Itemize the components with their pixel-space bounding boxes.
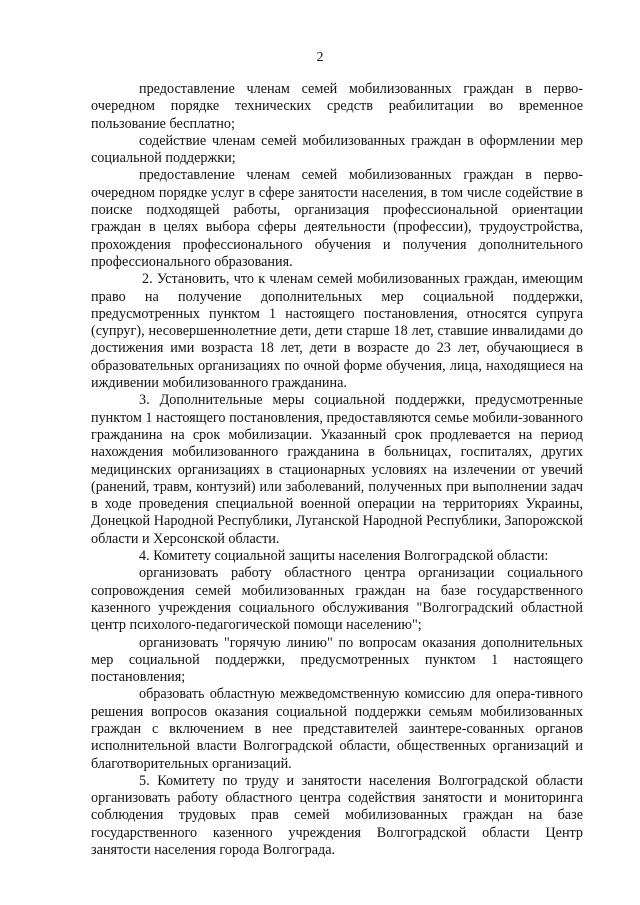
paragraph-rehabilitation-means: предоставление членам семей мобилизованных граждан в перво-очередном порядке технических средств реабилитации во временное пользование бесплатно; <box>91 81 583 132</box>
paragraph-item-4-commission: образовать областную межведомственную комиссию для опера-тивного решения вопросов оказания социальной поддержки семьям мобилизованных граждан с включением в нее представителей заинтере-сованных органов исполнительной власти Волгоградской области, общественных организаций и благотворительных организаций. <box>91 686 583 772</box>
paragraph-item-2: 2. Установить, что к членам семей мобилизованных граждан, имеющим право на получение дополнительных мер социальной поддержки, предусмотренных пунктом 1 настоящего постановления, относятся супруга (супруг), несовершеннолетние дети, дети старше 18 лет, ставшие инвалидами до достижения ими возраста 18 лет, дети в возрасте до 23 лет, обучающиеся в образовательных организациях по очной форме обучения, лица, находящиеся на иждивении мобилизованного гражданина. <box>91 271 583 392</box>
paragraph-item-4-center: организовать работу областного центра организации социального сопровождения семей мобилизованных граждан на базе государственного казенного учреждения социального обслуживания "Волгоградский областной центр психолого-педагогической помощи населению"; <box>91 565 583 634</box>
paragraph-item-3: 3. Дополнительные меры социальной поддержки, предусмотренные пунктом 1 настоящего постановления, предоставляются семье мобили-зованного гражданина на срок мобилизации. Указанный срок продлевается на период нахождения мобилизованного гражданина в больницах, госпиталях, других медицинских организациях в стационарных условиях на излечении от увечий (ранений, травм, контузий) или заболеваний, полученных при выполнении задач в ходе проведения специальной военной операции на территориях Украины, Донецкой Народной Республики, Луганской Народной Республики, Запорожской области и Херсонской области. <box>91 392 583 547</box>
paragraph-employment-services: предоставление членам семей мобилизованных граждан в перво-очередном порядке услуг в сфере занятости населения, в том числе содействие в поиске подходящей работы, организация профессиональной ориентации граждан в целях выбора сферы деятельности (профессии), трудоустройства, прохождения профессионального обучения и получения дополнительного профессионального образования. <box>91 167 583 270</box>
paragraph-item-5: 5. Комитету по труду и занятости населения Волгоградской области организовать работу областного центра содействия занятости и мониторинга соблюдения трудовых прав семей мобилизованных граждан на базе государственного казенного учреждения Волгоградской области Центр занятости населения города Волгограда. <box>91 772 583 859</box>
document-body <box>91 81 583 859</box>
paragraph-support-registration: содействие членам семей мобилизованных граждан в оформлении мер социальной поддержки; <box>91 132 583 167</box>
page-number: 2 <box>316 50 324 65</box>
paragraph-item-4: 4. Комитету социальной защиты населения Волгоградской области: <box>139 548 549 565</box>
paragraph-item-4-hotline: организовать "горячую линию" по вопросам оказания дополнительных мер социальной поддержки, предусмотренных пунктом 1 настоящего постановления; <box>91 634 583 686</box>
